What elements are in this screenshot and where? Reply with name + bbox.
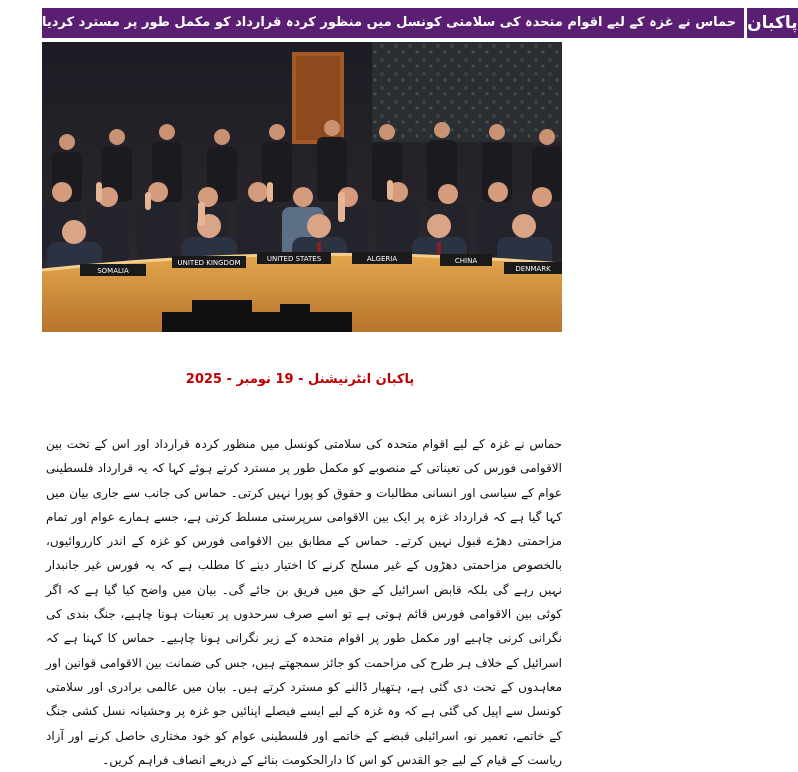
dateline-separator-1: - [298, 372, 304, 387]
headline: حماس نے غزہ کے لیے اقوام متحدہ کی سلامتی کونسل میں منظور کردہ قرارداد کو مکمل طور پر مسترد کردیا [42, 8, 744, 38]
nameplate-algeria: ALGERIA [366, 255, 398, 263]
dateline-month: نومبر [236, 372, 271, 387]
news-photo [42, 42, 562, 332]
nameplate-denmark: DENMARK [515, 265, 551, 273]
nameplate-united-states: UNITED STATES [266, 255, 322, 263]
nameplate-china: CHINA [454, 257, 478, 265]
brand-logo: پاکبان [744, 8, 798, 38]
dateline-source: پاکبان انٹرنیشنل [308, 372, 415, 387]
nameplate-somalia: SOMALIA [97, 267, 129, 275]
article-body: حماس نے غزہ کے لیے اقوام متحدہ کی سلامتی کونسل میں منظور کردہ قرارداد اور اس کے تحت بین الاقوامی فورس کی تعیناتی کے منصوبے کو مکمل طور پر مسترد کرتے ہوئے کہا کہ یہ قرارداد فلسطینی عوام کے سیاسی اور انسانی مطالبات و حقوق کو پورا نہیں کرتی۔ حماس کی جانب سے جاری بیان میں کہا گیا ہے کہ قرارداد غزہ پر ایک بین الاقوامی سرپرستی مسلط کرتی ہے، جسے ہمارے عوام اور تمام مزاحمتی دھڑے قبول نہیں کرتے۔ حماس کے مطابق بین الاقوامی فورس کو غزہ کے اندر کارروائیوں، بالخصوص مزاحمتی دھڑوں کے غیر مسلح کرنے کا اختیار دینے کا مطلب ہے کہ یہ فورس غیر جانبدار نہیں رہے گی بلکہ قابض اسرائیل کے حق میں فریق بن جائے گی۔ بیان میں واضح کیا گیا ہے کہ اگر کوئی بین الاقوامی فورس قائم ہوتی ہے تو اسے صرف سرحدوں پر تعینات ہونا چاہیے، جنگ بندی کی نگرانی کرنی چاہیے اور مکمل طور پر اقوام متحدہ کے زیر نگرانی ہونا چاہیے۔ حماس کا کہنا ہے کہ اسرائیل کے خلاف ہر طرح کی مزاحمت کو جائز سمجھتے ہیں، جس کی ضمانت بین الاقوامی قوانین اور معاہدوں کے تحت دی گئی ہے، ہتھیار ڈالنے کو مسترد کرتے ہیں۔ بیان میں عالمی برادری اور سلامتی کونسل سے اپیل کی گئی ہے کہ وہ غزہ کے لیے ایسے فیصلے اپنائیں جو غزہ پر وحشیانہ نسل کشی جنگ کے خاتمے، تعمیر نو، اسرائیلی قبضے کے خاتمے اور فلسطینی عوام کو خود مختاری حاصل کرنے اور آزاد ریاست کے قیام کے لیے جو القدس کو اس کا دارالحکومت بنائے کے ذریعے انصاف فراہم کریں۔ [46, 437, 562, 767]
dateline-year: 2025 [185, 372, 222, 387]
dateline-separator-2: - [226, 372, 232, 387]
dateline-day: 19 [275, 372, 294, 387]
nameplate-united-kingdom: UNITED KINGDOM [177, 259, 241, 267]
article-header [42, 8, 798, 38]
dateline [0, 372, 600, 387]
